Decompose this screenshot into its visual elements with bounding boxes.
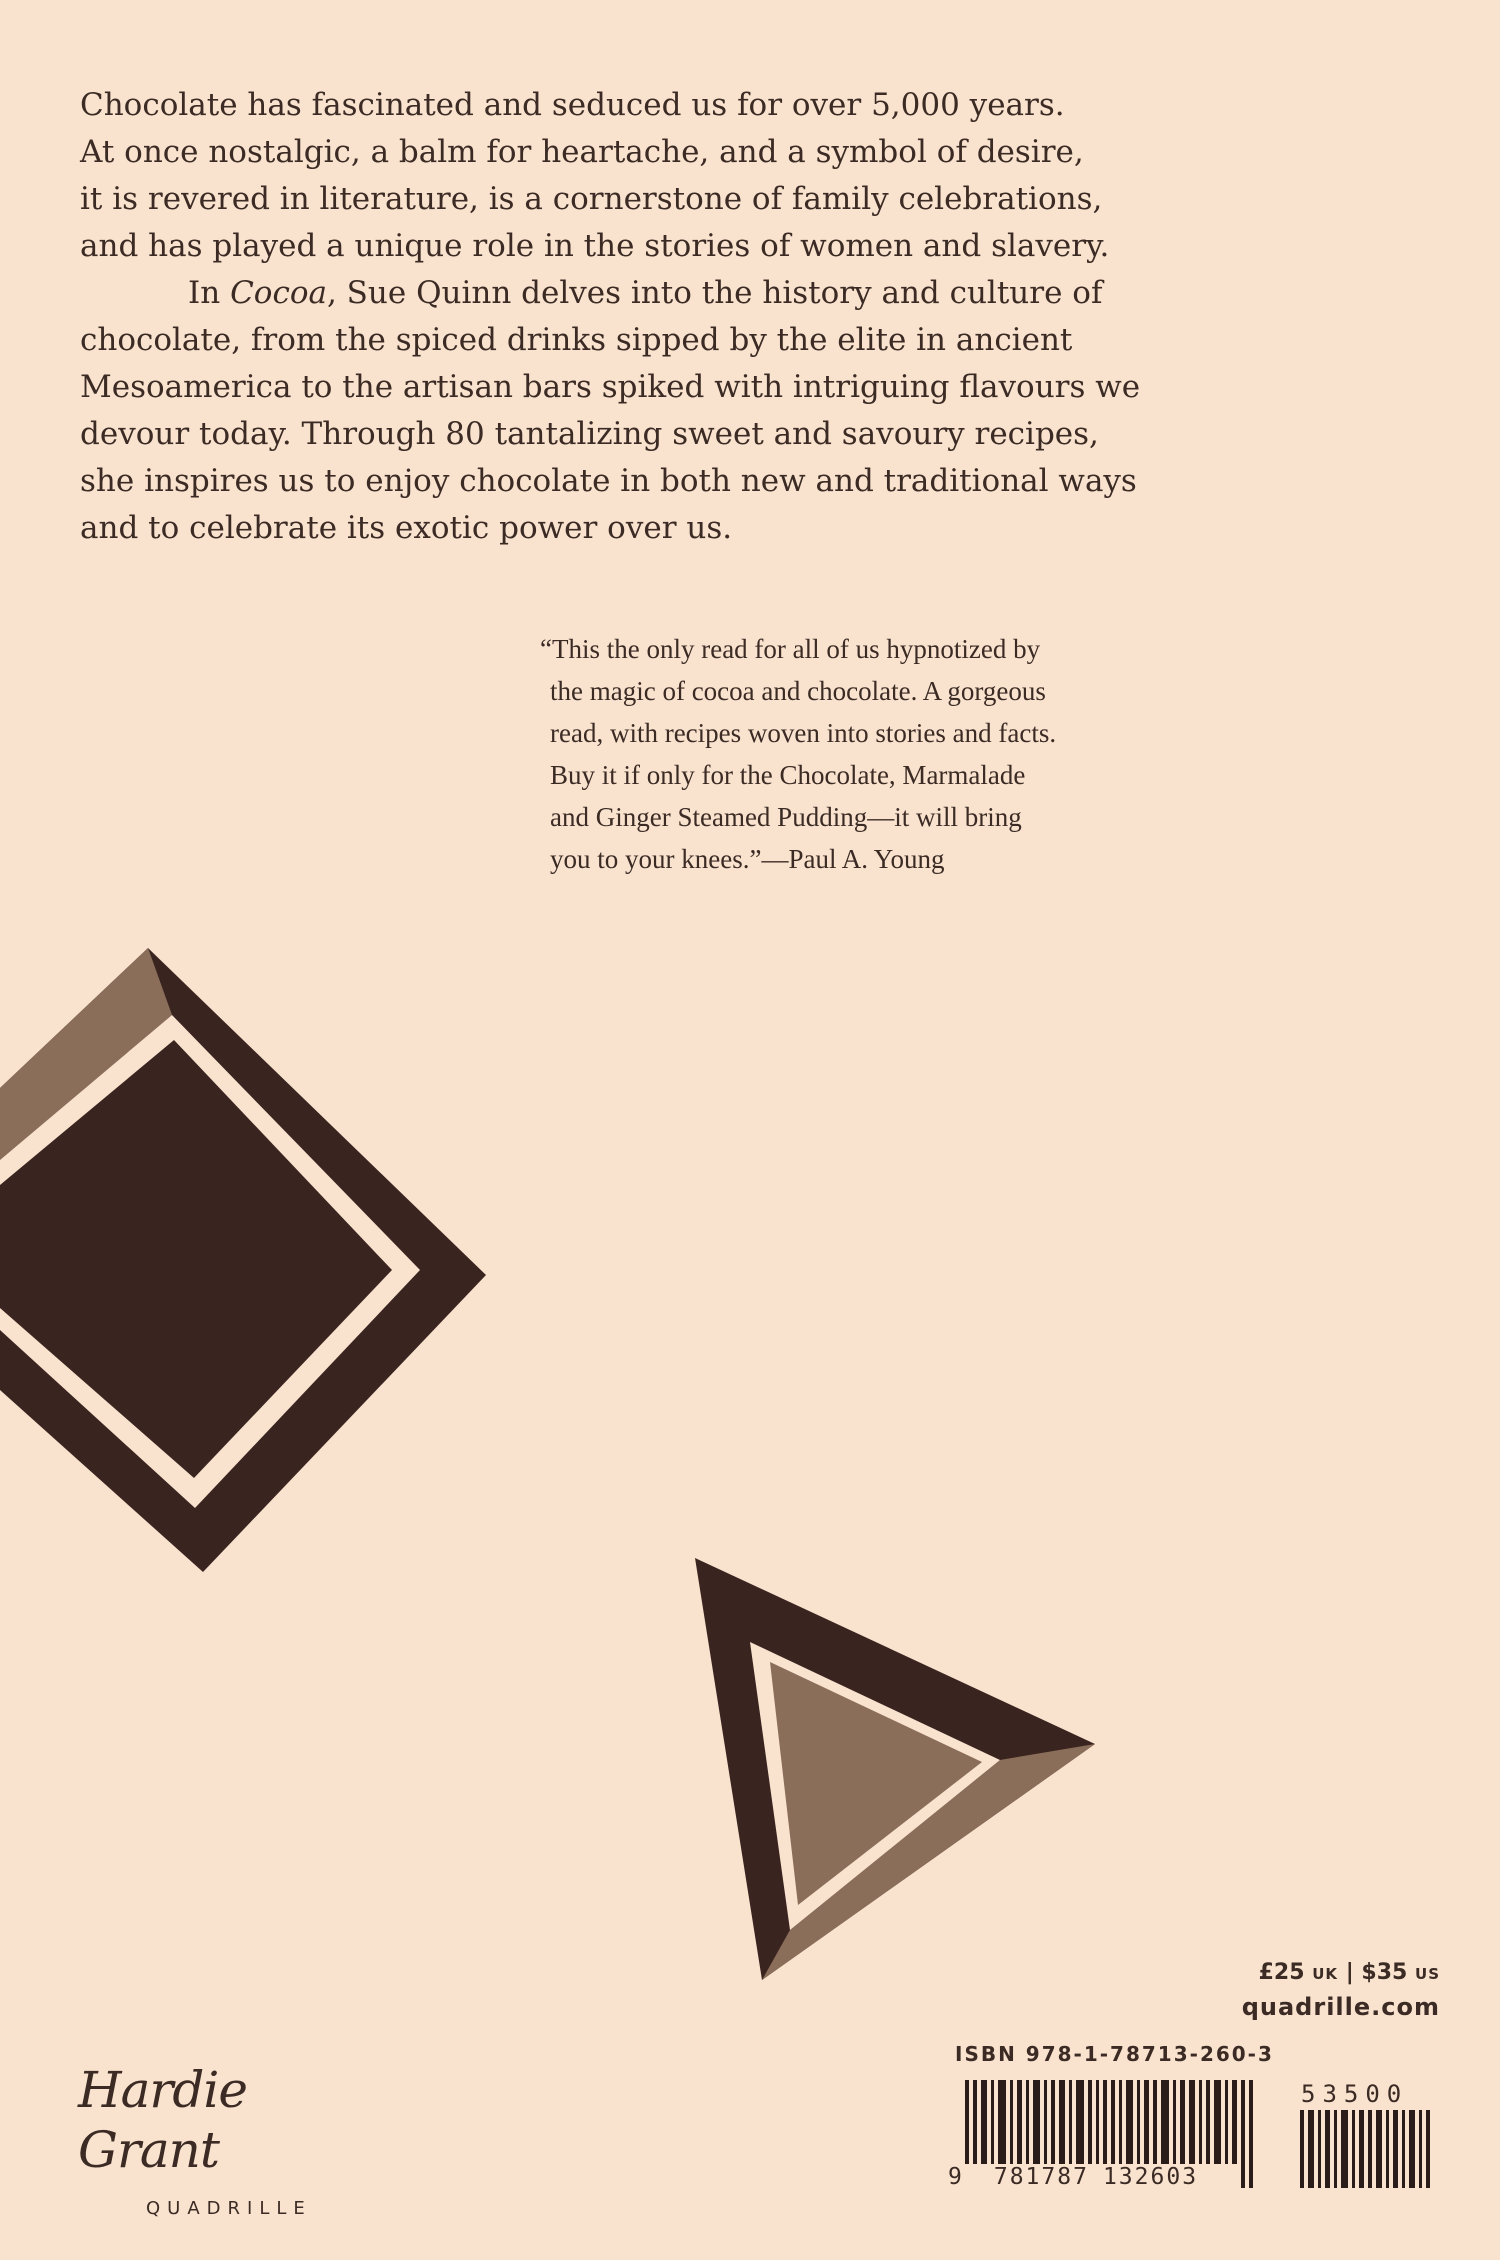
price-uk: £25 (1258, 1960, 1305, 1985)
price-block (1242, 1958, 1440, 2025)
price-us: $35 (1361, 1960, 1408, 1985)
blurb-line: Chocolate has fascinated and seduced us for over 5,000 years. (80, 87, 1065, 123)
blurb-line: , Sue Quinn delves into the history and culture of (326, 275, 1103, 311)
ean-right-digits: 132603 (1102, 2164, 1199, 2190)
quote-line: read, with recipes woven into stories and facts. (550, 718, 1057, 748)
ean-first-digit: 9 (948, 2164, 964, 2190)
book-title-italic: Cocoa (230, 275, 327, 311)
barcode-digits (948, 2164, 1198, 2190)
quote-line: the magic of cocoa and chocolate. A gorgeous (550, 676, 1046, 706)
isbn-text: ISBN 978-1-78713-260-3 (955, 2042, 1274, 2066)
quote-line: Buy it if only for the Chocolate, Marmalade (550, 760, 1026, 790)
blurb-line: and to celebrate its exotic power over us. (80, 510, 733, 546)
price-separator: | (1345, 1960, 1354, 1985)
quote-line: and Ginger Steamed Pudding—it will bring (550, 802, 1022, 832)
price-us-label: US (1415, 1965, 1440, 1983)
publisher-website: quadrille.com (1241, 1993, 1440, 2021)
blurb-p2-prefix: In (188, 275, 231, 311)
blurb-line: it is revered in literature, is a cornerstone of family celebrations, (80, 181, 1103, 217)
quote-line: you to your knees.”—Paul A. Young (550, 844, 945, 874)
publisher-logo (78, 2060, 398, 2219)
publisher-brand: Hardie Grant (78, 2061, 247, 2179)
chocolate-diamond-icon (0, 948, 486, 1572)
barcode-price-code: 53500 (1301, 2080, 1409, 2108)
blurb-line: chocolate, from the spiced drinks sipped by the elite in ancient (80, 322, 1073, 358)
price-line (1242, 1958, 1440, 1989)
blurb-line: devour today. Through 80 tantalizing sweet and savoury recipes, (80, 416, 1099, 452)
price-uk-label: UK (1312, 1965, 1339, 1983)
ean-left-digits: 781787 (993, 2164, 1089, 2190)
blurb-line: Mesoamerica to the artisan bars spiked with intriguing flavours we (80, 369, 1141, 405)
blurb-line: she inspires us to enjoy chocolate in both new and traditional ways (80, 463, 1137, 499)
chocolate-triangle-icon (695, 1558, 1095, 1980)
quote-line: “This the only read for all of us hypnotized by (540, 634, 1041, 664)
blurb-line: and has played a unique role in the stories of women and slavery. (80, 228, 1110, 264)
blurb-line: At once nostalgic, a balm for heartache, and a symbol of desire, (80, 134, 1084, 170)
publisher-imprint: QUADRILLE (146, 2198, 312, 2219)
